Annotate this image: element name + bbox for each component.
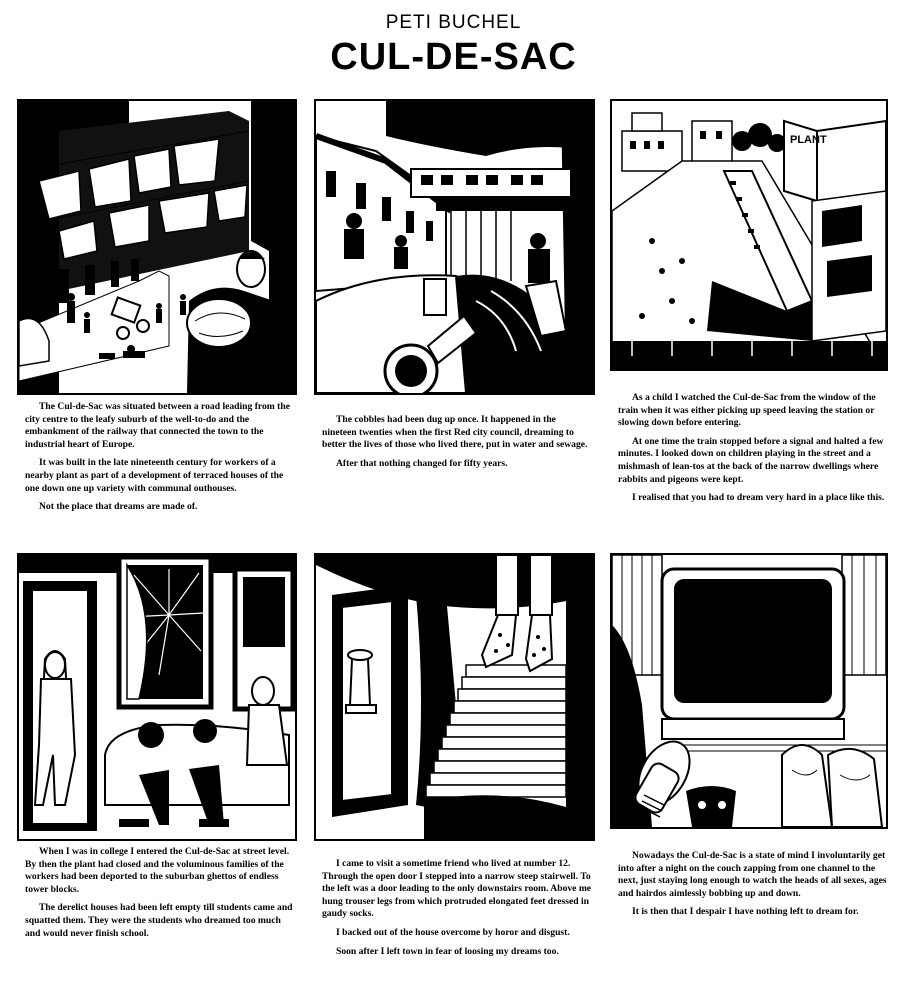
panel-5-illustration	[316, 555, 593, 839]
caption-paragraph: When I was in college I entered the Cul-de-Sac at street level. By then the plant had closed and the voluminous families of the workers had been deported to the suburban ghettos of endless tower blocks.	[25, 846, 290, 895]
panel-4-squatting-students	[17, 553, 297, 841]
caption-paragraph: As a child I watched the Cul-de-Sac from the window of the train when it was either picking up speed leaving the station or slowing down before entering.	[618, 392, 876, 429]
caption-paragraph: Nowadays the Cul-de-Sac is a state of mind I involuntarily get into after a night on the couch zapping from one channel to the next, just staying long enough to watch the heads of all sexes, ages and hairdos aimlessly bobbing up and down.	[618, 850, 887, 899]
caption-panel-6	[618, 850, 888, 925]
caption-paragraph: At one time the train stopped before a signal and halted a few minutes. I looked down on children playing in the street and a mishmash of lean-tos at the back of the narrow dwellings where rabbits and pigeons were kept.	[618, 435, 884, 485]
caption-paragraph: Not the place that dreams are made of.	[39, 501, 198, 513]
author-name: PETI BUCHEL	[385, 12, 522, 33]
panel-2-cobbles-dug-up	[314, 99, 595, 395]
caption-paragraph: The Cul-de-Sac was situated between a road leading from the city centre to the leafy suburb of the well-to-do and the embankment of the railway that connected the town to the industrial heart of Europe.	[25, 401, 290, 450]
panel-2-illustration	[316, 101, 593, 393]
caption-panel-5	[322, 858, 592, 964]
caption-panel-4	[25, 846, 295, 946]
caption-paragraph: Soon after I left town in fear of loosing my dreams too.	[336, 945, 559, 957]
panel-1-illustration	[19, 101, 295, 393]
panel-6-illustration	[612, 555, 886, 827]
panel-3-view-from-train	[610, 99, 888, 371]
caption-paragraph: It was built in the late nineteenth century for workers of a nearby plant as part of a development of terraced houses of the one down one up variety with communal outhouses.	[25, 457, 284, 494]
comic-title: CUL-DE-SAC	[330, 36, 577, 78]
caption-paragraph: The derelict houses had been left empty till students came and squatted them. They were the students who dreamed too much and would never finish school.	[25, 902, 293, 939]
panel-3-illustration	[612, 101, 886, 369]
plant-sign: PLANT	[790, 134, 827, 146]
panel-6-couch-television	[610, 553, 888, 829]
caption-paragraph: It is then that I despair I have nothing left to dream for.	[632, 906, 859, 918]
panel-1-washing-lines-street	[17, 99, 297, 395]
panel-4-illustration	[19, 555, 295, 839]
caption-panel-2	[322, 414, 592, 476]
caption-paragraph: I backed out of the house overcome by horor and disgust.	[336, 926, 570, 938]
panel-5-steep-stairwell	[314, 553, 595, 841]
caption-paragraph: I realised that you had to dream very hard in a place like this.	[632, 492, 885, 504]
caption-paragraph: The cobbles had been dug up once. It happened in the nineteen twenties when the first Red city council, dreaming to better the lives of those who lived there, put in water and sewage.	[322, 414, 588, 451]
caption-panel-1	[25, 401, 295, 520]
caption-panel-3	[618, 392, 888, 511]
caption-paragraph: I came to visit a sometime friend who lived at number 12. Through the open door I stepped into a narrow steep stairwell. To the left was a door leading to the only downstairs room. Above me hung trouser legs from which protruded elongated feet dressed in gaudy socks.	[322, 858, 592, 920]
caption-paragraph: After that nothing changed for fifty years.	[336, 457, 508, 469]
